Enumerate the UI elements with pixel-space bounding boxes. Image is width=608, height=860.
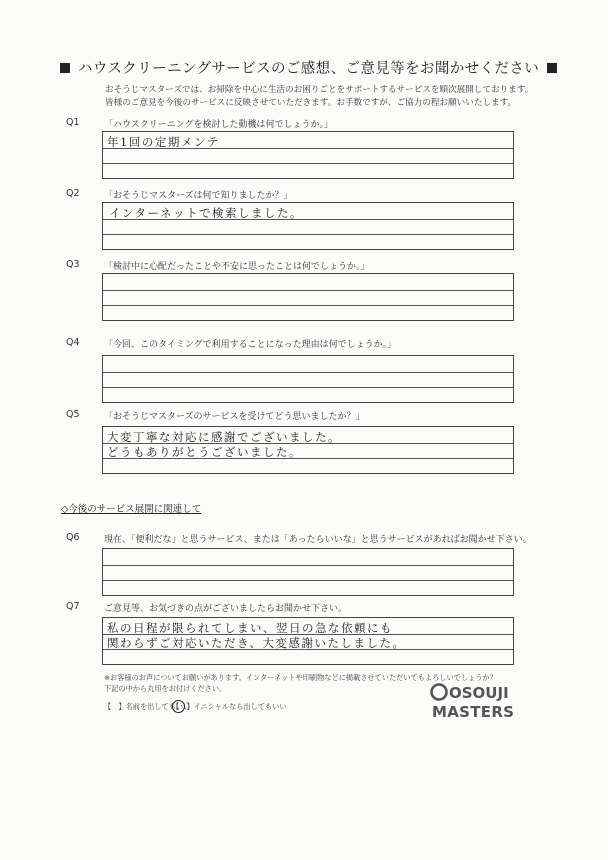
q4-question: 「今回、このタイミングで利用することになった理由は何でしょうか。」 — [104, 340, 397, 350]
q7-answer-line: 関わらずご対応いただき、大変感謝いたしました。 — [107, 636, 406, 650]
q3-answer-box — [102, 273, 514, 321]
q4-number: Q4 — [66, 337, 80, 348]
consent-option-initial[interactable]: 【 】イニシャルなら出してもいい — [172, 702, 287, 711]
consent-option-name[interactable]: 【 】名前を出してもいい — [104, 702, 191, 711]
logo-line2: MASTERS — [432, 703, 515, 721]
q1-number: Q1 — [66, 117, 80, 128]
intro-text — [105, 84, 533, 109]
q5-question: 「おそうじマスターズのサービスを受けてどう思いましたか？」 — [104, 412, 365, 422]
title-square-left-icon — [60, 63, 70, 73]
q7-number: Q7 — [66, 601, 80, 612]
q7-question: ご意見等、お気づきの点がございましたらお聞かせ下さい。 — [104, 604, 348, 614]
intro-line: おそうじマスターズでは、お掃除を中心に生活のお困りごとをサポートするサービスを順次展開しております。 — [105, 85, 534, 95]
form-title-text: ハウスクリーニングサービスのご感想、ご意見等をお聞かせください — [78, 61, 540, 77]
q1-answer-box — [102, 131, 514, 179]
q6-answer-box — [102, 548, 514, 596]
q6-number: Q6 — [66, 532, 80, 543]
q2-answer-box — [102, 202, 514, 250]
q3-question: 「検討中に心配だったことや不安に思ったことは何でしょうか。」 — [104, 262, 370, 272]
consent-line: 下記の中から丸印をお付けください。 — [104, 684, 227, 693]
section-heading: ◇今後のサービス展開に関連して — [61, 504, 202, 515]
q5-number: Q5 — [66, 409, 80, 420]
logo-line1: OSOUJI — [449, 684, 509, 702]
q2-question: 「おそうじマスターズは何で知りましたか？」 — [104, 191, 293, 201]
q1-question: 「ハウスクリーニングを検討した動機は何でしょうか。」 — [104, 120, 334, 130]
osouji-masters-logo — [430, 682, 545, 722]
selected-option-circle-icon — [172, 700, 185, 713]
q7-answer-box — [102, 617, 514, 665]
q3-number: Q3 — [66, 259, 80, 270]
q6-question: 現在、「便利だな」と思うサービス、または「あったらいいな」と思うサービスがあればお聞かせ下さい。 — [104, 535, 532, 545]
intro-line: 皆様のご意見を今後のサービスに反映させていただきます。お手数ですが、ご協力の程お願いいたします。 — [105, 97, 517, 108]
q4-answer-box — [102, 355, 514, 403]
consent-line: ※お客様のお声についてお願いがあります。インターネットや印刷物などに掲載させていただいてもよろしいでしょうか？ — [104, 673, 497, 682]
q5-answer-box — [102, 426, 514, 474]
q5-answer-line: どうもありがとうございました。 — [107, 445, 302, 459]
q5-answer-line: 大変丁寧な対応に感謝でございました。 — [107, 430, 341, 444]
q2-answer-line: インターネットで検索しました。 — [109, 206, 303, 220]
q1-answer-line: 年1回の定期メンテ — [107, 135, 220, 149]
form-title — [60, 57, 560, 78]
q2-number: Q2 — [66, 188, 80, 199]
title-square-right-icon — [547, 63, 557, 73]
q7-answer-line: 私の日程が限られてしまい、翌日の急な依頼にも — [107, 621, 393, 635]
